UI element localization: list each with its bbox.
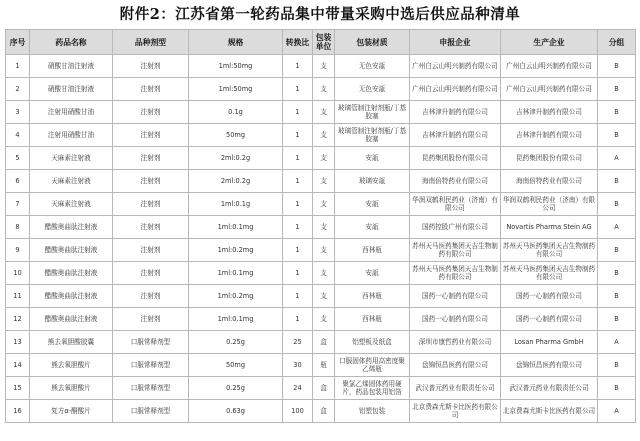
cell-group: B: [598, 354, 636, 377]
cell-applicant: 华润双鹤利民药业（济南）有限公司: [410, 193, 501, 216]
cell-maker: Losan Pharma GmbH: [501, 331, 598, 354]
cell-material: 西林瓶: [335, 239, 410, 262]
cell-maker: 昆药集团股份有限公司: [501, 147, 598, 170]
cell-maker: 国药一心制药有限公司: [501, 308, 598, 331]
cell-applicant: 苏州天马医药集团天吉生物制药有限公司: [410, 262, 501, 285]
cell-applicant: 国药一心制药有限公司: [410, 285, 501, 308]
cell-form: 口服常释剂型: [113, 377, 189, 400]
document-title: 附件2：江苏省第一轮药品集中带量采购中选后供应品种清单: [119, 6, 521, 23]
table-row: [6, 78, 636, 101]
cell-material: 安瓿: [335, 193, 410, 216]
table-header-row: [6, 30, 636, 55]
header-spec: 规格: [189, 30, 283, 55]
cell-maker: 盘锦恒昌医药有限公司: [501, 354, 598, 377]
cell-material: 聚氯乙烯固体药用硬片，药品包装用铝箔: [335, 377, 410, 400]
cell-ratio: 24: [283, 377, 313, 400]
cell-unit: 支: [313, 101, 335, 124]
cell-unit: 盒: [313, 377, 335, 400]
cell-group: B: [598, 101, 636, 124]
cell-form: 注射剂: [113, 285, 189, 308]
cell-form: 注射剂: [113, 147, 189, 170]
table-row: [6, 147, 636, 170]
cell-applicant: 广州白云山明兴制药有限公司: [410, 55, 501, 78]
cell-unit: 支: [313, 262, 335, 285]
cell-name: 复方α-酮酸片: [30, 400, 113, 423]
cell-name: 熊去氧胆酸胶囊: [30, 331, 113, 354]
cell-no: 13: [6, 331, 30, 354]
cell-material: 无色安瓿: [335, 78, 410, 101]
cell-form: 注射剂: [113, 193, 189, 216]
cell-form: 注射剂: [113, 216, 189, 239]
drug-list-table: [5, 29, 636, 423]
cell-spec: 0.63g: [189, 400, 283, 423]
cell-ratio: 1: [283, 239, 313, 262]
cell-spec: 50mg: [189, 354, 283, 377]
cell-spec: 1ml:0.1mg: [189, 308, 283, 331]
cell-material: 玻璃管制注射剂瓶/丁基胶塞: [335, 124, 410, 147]
cell-applicant: 昆药集团股份有限公司: [410, 147, 501, 170]
table-row: [6, 354, 636, 377]
cell-applicant: 深圳市康哲药业有限公司: [410, 331, 501, 354]
cell-maker: 吉林津升制药有限公司: [501, 101, 598, 124]
cell-maker: 广州白云山明兴制药有限公司: [501, 78, 598, 101]
cell-applicant: 广州白云山明兴制药有限公司: [410, 78, 501, 101]
cell-ratio: 100: [283, 400, 313, 423]
table-row: [6, 262, 636, 285]
cell-no: 9: [6, 239, 30, 262]
cell-maker: 国药一心制药有限公司: [501, 285, 598, 308]
cell-no: 6: [6, 170, 30, 193]
cell-unit: 瓶: [313, 354, 335, 377]
cell-group: A: [598, 400, 636, 423]
cell-name: 醋酸奥曲肽注射液: [30, 262, 113, 285]
cell-name: 注射用硝酸甘油: [30, 124, 113, 147]
cell-spec: 1ml:0.2mg: [189, 239, 283, 262]
cell-name: 注射用硝酸甘油: [30, 101, 113, 124]
cell-spec: 50mg: [189, 124, 283, 147]
cell-form: 注射剂: [113, 239, 189, 262]
cell-name: 硝酸甘油注射液: [30, 78, 113, 101]
cell-material: 安瓿: [335, 262, 410, 285]
cell-no: 16: [6, 400, 30, 423]
cell-spec: 0.25g: [189, 377, 283, 400]
cell-form: 口服常释剂型: [113, 354, 189, 377]
cell-no: 8: [6, 216, 30, 239]
cell-ratio: 1: [283, 170, 313, 193]
cell-material: 无色安瓿: [335, 55, 410, 78]
cell-no: 1: [6, 55, 30, 78]
cell-maker: 吉林津升制药有限公司: [501, 124, 598, 147]
cell-group: B: [598, 193, 636, 216]
cell-ratio: 1: [283, 308, 313, 331]
cell-material: 安瓿: [335, 216, 410, 239]
cell-group: B: [598, 170, 636, 193]
cell-group: B: [598, 308, 636, 331]
cell-ratio: 1: [283, 216, 313, 239]
cell-maker: 北京费森尤斯卡比医药有限公司: [501, 400, 598, 423]
cell-material: 玻璃安瓿: [335, 170, 410, 193]
table-row: [6, 216, 636, 239]
cell-unit: 支: [313, 216, 335, 239]
cell-form: 注射剂: [113, 262, 189, 285]
cell-spec: 1ml:0.1mg: [189, 216, 283, 239]
cell-ratio: 25: [283, 331, 313, 354]
cell-name: 醋酸奥曲肽注射液: [30, 239, 113, 262]
cell-no: 7: [6, 193, 30, 216]
cell-name: 天麻素注射液: [30, 170, 113, 193]
table-row: [6, 331, 636, 354]
cell-ratio: 1: [283, 55, 313, 78]
cell-applicant: 北京费森尤斯卡比医药有限公司: [410, 400, 501, 423]
cell-name: 熊去氧胆酸片: [30, 377, 113, 400]
cell-group: B: [598, 262, 636, 285]
cell-group: A: [598, 331, 636, 354]
cell-unit: 支: [313, 124, 335, 147]
cell-group: A: [598, 147, 636, 170]
cell-spec: 1ml:50mg: [189, 55, 283, 78]
cell-material: 铝塑包装: [335, 400, 410, 423]
cell-group: B: [598, 55, 636, 78]
cell-no: 10: [6, 262, 30, 285]
table-row: [6, 124, 636, 147]
cell-applicant: 吉林津升制药有限公司: [410, 124, 501, 147]
cell-no: 12: [6, 308, 30, 331]
cell-maker: 海南倍特药业有限公司: [501, 170, 598, 193]
cell-unit: 支: [313, 193, 335, 216]
table-row: [6, 55, 636, 78]
cell-form: 注射剂: [113, 55, 189, 78]
cell-applicant: 国药一心制药有限公司: [410, 308, 501, 331]
cell-material: 西林瓶: [335, 285, 410, 308]
cell-form: 注射剂: [113, 170, 189, 193]
cell-applicant: 吉林津升制药有限公司: [410, 101, 501, 124]
cell-applicant: 盘锦恒昌医药有限公司: [410, 354, 501, 377]
table-row: [6, 400, 636, 423]
cell-ratio: 1: [283, 124, 313, 147]
cell-spec: 1ml:0.1g: [189, 193, 283, 216]
cell-applicant: 苏州天马医药集团天吉生物制药有限公司: [410, 239, 501, 262]
cell-no: 11: [6, 285, 30, 308]
cell-ratio: 1: [283, 78, 313, 101]
cell-name: 醋酸奥曲肽注射液: [30, 285, 113, 308]
cell-unit: 支: [313, 147, 335, 170]
cell-ratio: 1: [283, 285, 313, 308]
cell-spec: 2ml:0.2g: [189, 147, 283, 170]
cell-name: 熊去氧胆酸片: [30, 354, 113, 377]
cell-form: 口服常释剂型: [113, 400, 189, 423]
cell-unit: 支: [313, 170, 335, 193]
cell-no: 5: [6, 147, 30, 170]
table-row: [6, 170, 636, 193]
cell-form: 注射剂: [113, 308, 189, 331]
cell-no: 14: [6, 354, 30, 377]
cell-unit: 支: [313, 308, 335, 331]
cell-spec: 1ml:0.1mg: [189, 262, 283, 285]
cell-material: 玻璃管制注射剂瓶/丁基胶塞: [335, 101, 410, 124]
cell-applicant: 海南倍特药业有限公司: [410, 170, 501, 193]
cell-maker: 广州白云山明兴制药有限公司: [501, 55, 598, 78]
cell-spec: 0.1g: [189, 101, 283, 124]
cell-group: A: [598, 216, 636, 239]
table-row: [6, 377, 636, 400]
cell-ratio: 1: [283, 101, 313, 124]
header-name: 药品名称: [30, 30, 113, 55]
header-maker: 生产企业: [501, 30, 598, 55]
header-no: 序号: [6, 30, 30, 55]
cell-form: 注射剂: [113, 124, 189, 147]
cell-no: 2: [6, 78, 30, 101]
cell-group: B: [598, 239, 636, 262]
cell-spec: 2ml:0.2g: [189, 170, 283, 193]
cell-applicant: 国药控股广州有限公司: [410, 216, 501, 239]
cell-unit: 支: [313, 239, 335, 262]
cell-maker: 苏州天马医药集团天吉生物制药有限公司: [501, 262, 598, 285]
header-unit: 包装单位: [313, 30, 335, 55]
cell-ratio: 1: [283, 193, 313, 216]
cell-spec: 1ml:50mg: [189, 78, 283, 101]
cell-name: 天麻素注射液: [30, 193, 113, 216]
cell-material: 西林瓶: [335, 308, 410, 331]
cell-ratio: 1: [283, 262, 313, 285]
header-form: 品种剂型: [113, 30, 189, 55]
cell-name: 醋酸奥曲肽注射液: [30, 308, 113, 331]
header-material: 包装材质: [335, 30, 410, 55]
cell-unit: 支: [313, 55, 335, 78]
header-ratio: 转换比: [283, 30, 313, 55]
cell-ratio: 30: [283, 354, 313, 377]
cell-unit: 盒: [313, 400, 335, 423]
cell-name: 天麻素注射液: [30, 147, 113, 170]
table-row: [6, 285, 636, 308]
cell-group: B: [598, 124, 636, 147]
cell-material: 口服固体药用高密度聚乙烯瓶: [335, 354, 410, 377]
cell-form: 口服常释剂型: [113, 331, 189, 354]
table-row: [6, 101, 636, 124]
cell-maker: 苏州天马医药集团天吉生物制药有限公司: [501, 239, 598, 262]
cell-name: 硝酸甘油注射液: [30, 55, 113, 78]
cell-maker: 武汉普元药业有限责任公司: [501, 377, 598, 400]
cell-material: 铝塑板及纸盒: [335, 331, 410, 354]
cell-unit: 支: [313, 78, 335, 101]
cell-maker: 华润双鹤利民药业（济南）有限公司: [501, 193, 598, 216]
cell-group: B: [598, 377, 636, 400]
cell-unit: 支: [313, 285, 335, 308]
cell-no: 3: [6, 101, 30, 124]
header-applicant: 申报企业: [410, 30, 501, 55]
cell-form: 注射剂: [113, 78, 189, 101]
cell-ratio: 1: [283, 147, 313, 170]
cell-unit: 盒: [313, 331, 335, 354]
cell-maker: Novartis Pharma Stein AG: [501, 216, 598, 239]
cell-material: 安瓿: [335, 147, 410, 170]
header-group: 分组: [598, 30, 636, 55]
cell-name: 醋酸奥曲肽注射液: [30, 216, 113, 239]
cell-spec: 0.25g: [189, 331, 283, 354]
table-row: [6, 308, 636, 331]
cell-group: B: [598, 78, 636, 101]
cell-group: B: [598, 285, 636, 308]
cell-spec: 1ml:0.2mg: [189, 285, 283, 308]
cell-applicant: 武汉普元药业有限责任公司: [410, 377, 501, 400]
cell-no: 15: [6, 377, 30, 400]
cell-no: 4: [6, 124, 30, 147]
table-row: [6, 239, 636, 262]
table-row: [6, 193, 636, 216]
cell-form: 注射剂: [113, 101, 189, 124]
